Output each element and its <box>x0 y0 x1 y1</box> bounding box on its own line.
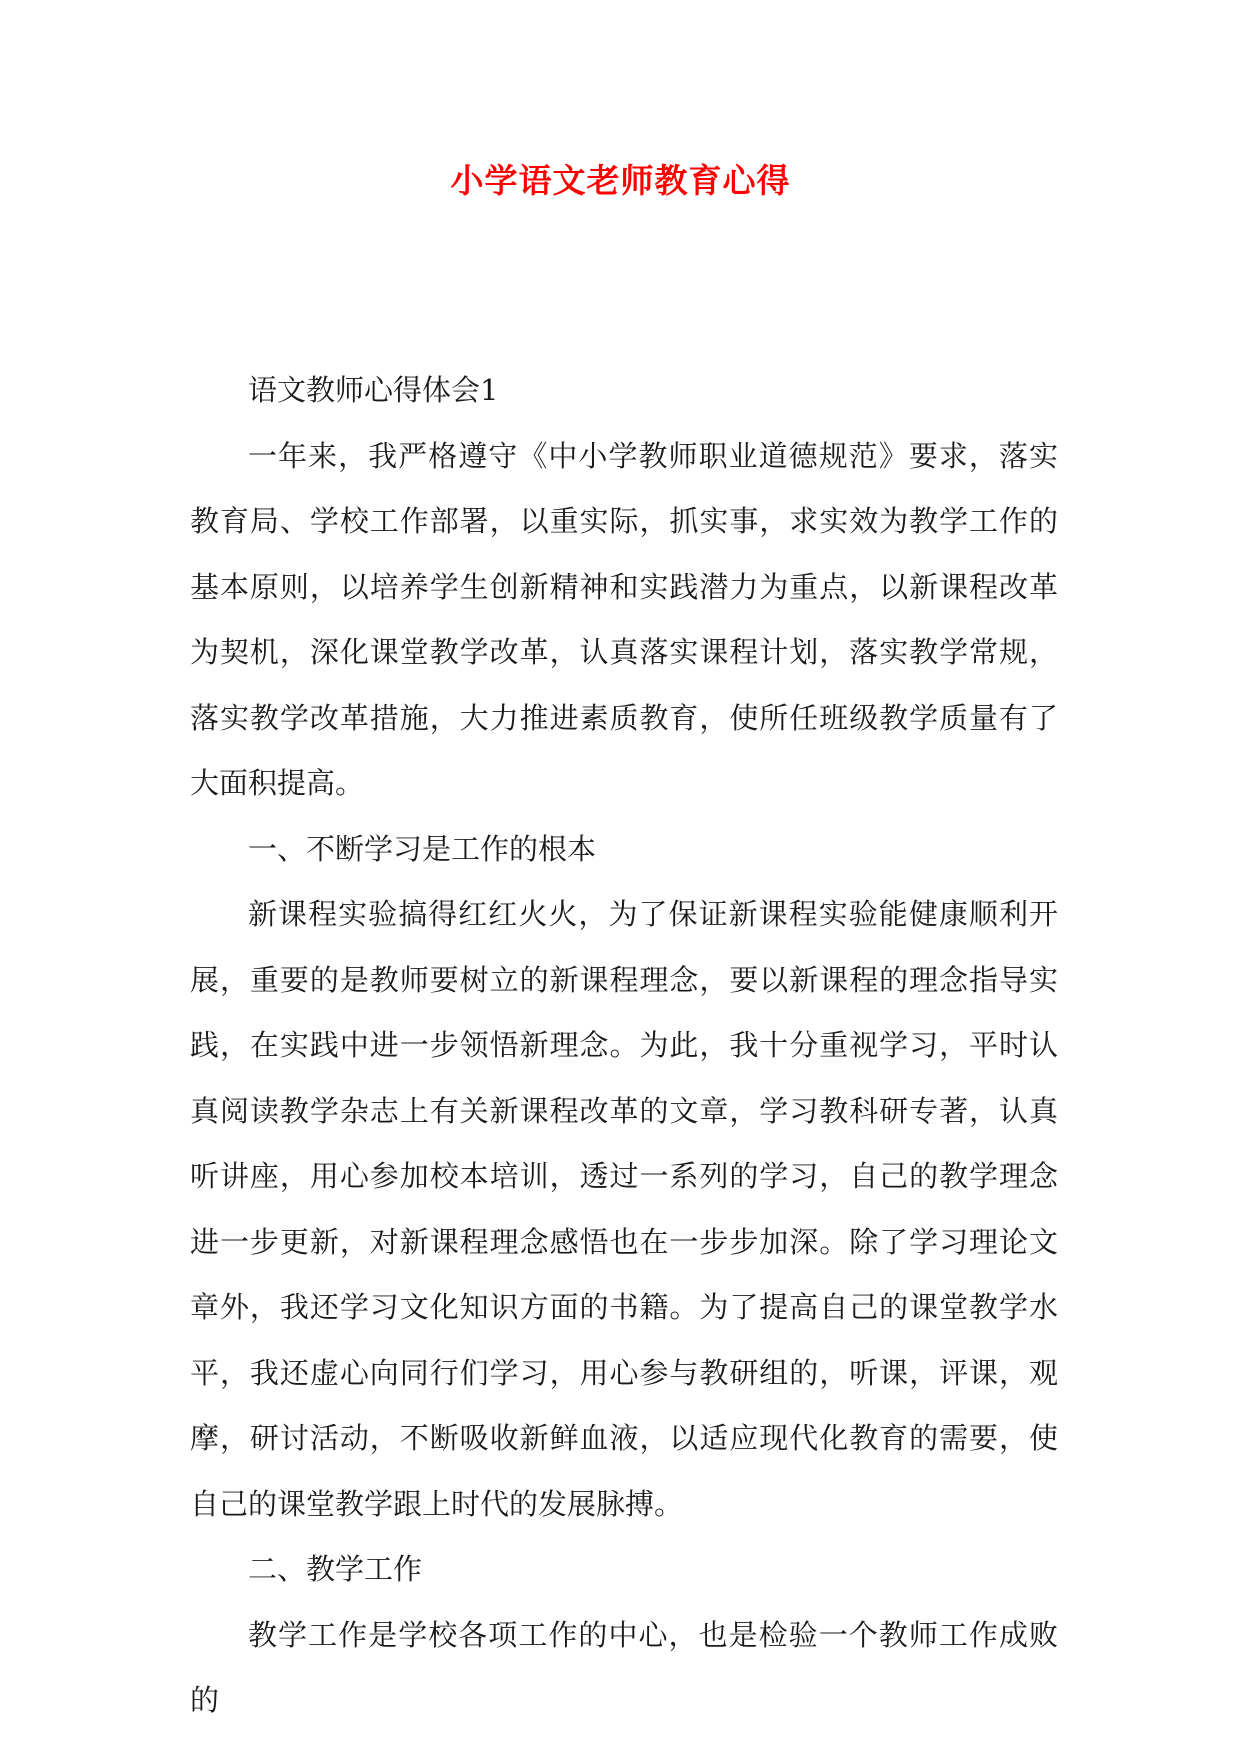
document-title: 小学语文老师教育心得 <box>450 161 791 200</box>
section-heading: 二、教学工作 <box>248 1552 423 1586</box>
paragraph: 教学工作是学校各项工作的中心，也是检验一个教师工作成败的 <box>190 1617 1058 1717</box>
section-heading: 语文教师心得体会1 <box>248 373 499 407</box>
paragraph: 新课程实验搞得红红火火，为了保证新课程实验能健康顺利开展，重要的是教师要树立的新课程理念，要以新课程的理念指导实践，在实践中进一步领悟新理念。为此，我十分重视学习，平时认真阅读教学杂志上有关新课程改革的文章，学习教科研专著，认真听讲座，用心参加校本培训，透过一系列的学习，自己的教学理念进一步更新，对新课程理念感悟也在一步步加深。除了学习理论文章外，我还学习文化知识方面的书籍。为了提高自己的课堂教学水平，我还虚心向同行们学习，用心参与教研组的，听课，评课，观摩，研讨活动，不断吸收新鲜血液，以适应现代化教育的需要，使自己的课堂教学跟上时代的发展脉搏。 <box>190 897 1058 1521</box>
section-heading: 一、不断学习是工作的根本 <box>248 831 597 866</box>
paragraph: 一年来，我严格遵守《中小学教师职业道德规范》要求，落实教育局、学校工作部署，以重实际，抓实事，求实效为教学工作的基本原则，以培养学生创新精神和实践潜力为重点，以新课程改革为契机，深化课堂教学改革，认真落实课程计划，落实教学常规，落实教学改革措施，大力推进素质教育，使所任班级教学质量有了大面积提高。 <box>190 438 1058 800</box>
document-body <box>190 358 1058 1734</box>
